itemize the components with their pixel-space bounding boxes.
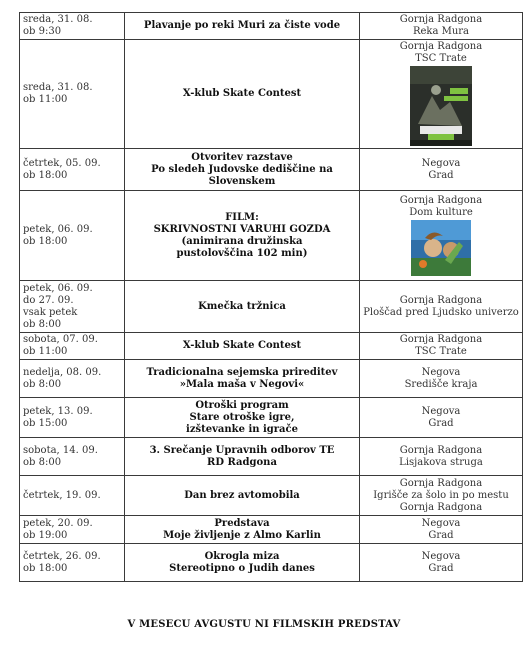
- event-place-line: Grad: [428, 562, 454, 574]
- table-row: [20, 360, 523, 398]
- event-place-line: Negova: [421, 157, 461, 169]
- event-title-line: Predstava: [214, 517, 270, 529]
- event-place-line: Grad: [428, 529, 454, 541]
- film-poster-image: [411, 220, 471, 276]
- event-date-line: ob 8:00: [23, 318, 62, 330]
- event-date-line: četrtek, 19. 09.: [23, 489, 101, 501]
- table-row: [20, 333, 523, 360]
- event-place-cell: [360, 516, 523, 544]
- event-place-cell: [360, 438, 523, 476]
- event-date-line: ob 11:00: [23, 346, 68, 357]
- event-place-cell: [360, 544, 523, 582]
- event-date-cell: [20, 544, 125, 582]
- event-place-line: Dom kulture: [409, 206, 473, 218]
- event-date-line: ob 19:00: [23, 529, 68, 541]
- table-row: [20, 40, 523, 149]
- event-place-cell: [360, 40, 523, 149]
- event-title-line: 3. Srečanje Upravnih odborov TE: [149, 444, 335, 456]
- event-date-cell: [20, 398, 125, 438]
- event-date-line: sobota, 07. 09.: [23, 334, 98, 345]
- event-title-line: Po sledeh Judovske dediščine na: [151, 163, 333, 175]
- event-place-cell: [360, 398, 523, 438]
- event-title-line: pustolovščina 102 min): [176, 247, 308, 259]
- event-place-cell: [360, 149, 523, 191]
- event-date-cell: [20, 438, 125, 476]
- event-date-line: sreda, 31. 08.: [23, 82, 93, 93]
- event-title-cell: [125, 40, 360, 149]
- event-place-line: Negova: [421, 405, 461, 417]
- event-date-line: nedelja, 08. 09.: [23, 366, 102, 378]
- event-title-line: Plavanje po reki Muri za čiste vode: [143, 20, 341, 31]
- table-row: [20, 544, 523, 582]
- event-title-line: Kmečka tržnica: [198, 300, 286, 312]
- event-date-line: ob 18:00: [23, 235, 68, 247]
- event-place-line: Gornja Radgona: [399, 444, 483, 456]
- event-date-line: ob 9:30: [23, 26, 62, 37]
- event-date-line: ob 8:00: [23, 456, 62, 468]
- events-table-body: [20, 13, 523, 582]
- event-place-cell: [360, 360, 523, 398]
- event-place-cell: [360, 476, 523, 516]
- event-place-line: Gornja Radgona: [399, 501, 483, 513]
- event-title-cell: [125, 191, 360, 281]
- event-title-line: Stare otroške igre,: [189, 411, 295, 423]
- event-place-line: TSC Trate: [415, 53, 467, 64]
- table-row: [20, 149, 523, 191]
- event-place-cell: [360, 13, 523, 40]
- table-row: [20, 398, 523, 438]
- event-title-line: Otvoritev razstave: [191, 151, 293, 163]
- event-title-line: Otroški program: [195, 399, 289, 411]
- event-date-line: ob 11:00: [23, 94, 68, 105]
- event-date-cell: [20, 13, 125, 40]
- event-date-line: petek, 06. 09.: [23, 223, 93, 235]
- event-place-line: Gornja Radgona: [399, 477, 483, 489]
- event-title-cell: [125, 149, 360, 191]
- event-title-line: (animirana družinska: [181, 235, 303, 247]
- event-place-line: Negova: [421, 366, 461, 378]
- event-place-line: Ploščad pred Ljudsko univerzo: [363, 306, 519, 318]
- event-date-line: sreda, 31. 08.: [23, 14, 93, 25]
- event-place-line: Gornja Radgona: [399, 194, 483, 206]
- event-title-line: Slovenskem: [208, 175, 276, 187]
- event-place-cell: [360, 333, 523, 360]
- event-date-line: četrtek, 26. 09.: [23, 550, 101, 562]
- event-title-line: X-klub Skate Contest: [182, 340, 302, 351]
- event-place-line: Grad: [428, 417, 454, 429]
- event-title-cell: [125, 438, 360, 476]
- table-row: [20, 281, 523, 333]
- event-place-line: Gornja Radgona: [399, 334, 483, 345]
- event-title-cell: [125, 281, 360, 333]
- event-place-cell: [360, 191, 523, 281]
- event-place-line: Grad: [428, 169, 454, 181]
- event-title-line: izštevanke in igrače: [186, 423, 298, 435]
- event-place-line: Lisjakova struga: [399, 456, 483, 468]
- table-row: [20, 516, 523, 544]
- event-title-line: Okrogla miza: [204, 550, 280, 562]
- event-place-line: Igrišče za šolo in po mestu: [373, 489, 509, 501]
- event-title-line: FILM:: [225, 211, 259, 223]
- event-date-line: petek, 13. 09.: [23, 405, 93, 417]
- event-place-line: Središče kraja: [404, 378, 478, 390]
- event-place-line: Negova: [421, 517, 461, 529]
- event-date-line: sobota, 14. 09.: [23, 444, 98, 456]
- event-title-line: Stereotipno o Judih danes: [169, 562, 315, 574]
- skate-poster-image: [410, 66, 472, 146]
- event-title-line: X-klub Skate Contest: [182, 88, 302, 99]
- event-title-cell: [125, 360, 360, 398]
- event-place-line: Gornja Radgona: [399, 41, 483, 52]
- event-date-line: ob 18:00: [23, 562, 68, 574]
- event-date-line: ob 18:00: [23, 169, 68, 181]
- event-place-line: TSC Trate: [415, 346, 467, 357]
- event-title-line: Moje življenje z Almo Karlin: [163, 529, 321, 541]
- event-date-cell: [20, 360, 125, 398]
- table-row: [20, 476, 523, 516]
- event-date-line: petek, 20. 09.: [23, 517, 93, 529]
- event-date-line: ob 8:00: [23, 378, 62, 390]
- event-title-cell: [125, 333, 360, 360]
- table-row: [20, 13, 523, 40]
- events-sheet: [19, 12, 517, 582]
- event-place-cell: [360, 281, 523, 333]
- event-date-cell: [20, 333, 125, 360]
- events-table: [19, 12, 523, 582]
- event-title-line: »Mala maša v Negovi«: [179, 378, 305, 390]
- event-title-line: RD Radgona: [207, 456, 277, 468]
- event-place-line: Negova: [421, 550, 461, 562]
- event-title-line: Dan brez avtomobila: [184, 489, 300, 501]
- event-date-cell: [20, 516, 125, 544]
- event-date-cell: [20, 40, 125, 149]
- event-place-line: Gornja Radgona: [399, 294, 483, 306]
- event-title-line: SKRIVNOSTNI VARUHI GOZDA: [153, 223, 331, 235]
- event-title-cell: [125, 476, 360, 516]
- event-title-cell: [125, 13, 360, 40]
- event-title-cell: [125, 516, 360, 544]
- footer-note: V MESECU AVGUSTU NI FILMSKIH PREDSTAV: [127, 619, 401, 630]
- table-row: [20, 191, 523, 281]
- event-date-cell: [20, 476, 125, 516]
- event-date-cell: [20, 149, 125, 191]
- event-date-cell: [20, 281, 125, 333]
- event-date-line: četrtek, 05. 09.: [23, 157, 101, 169]
- event-place-line: Gornja Radgona: [399, 14, 483, 25]
- event-date-line: do 27. 09.: [23, 294, 74, 306]
- event-date-line: petek, 06. 09.: [23, 282, 93, 294]
- table-row: [20, 438, 523, 476]
- event-title-line: Tradicionalna sejemska prireditev: [146, 366, 338, 378]
- event-date-line: vsak petek: [23, 306, 78, 318]
- event-title-cell: [125, 398, 360, 438]
- event-title-cell: [125, 544, 360, 582]
- event-place-line: Reka Mura: [412, 26, 470, 37]
- event-date-cell: [20, 191, 125, 281]
- event-date-line: ob 15:00: [23, 417, 68, 429]
